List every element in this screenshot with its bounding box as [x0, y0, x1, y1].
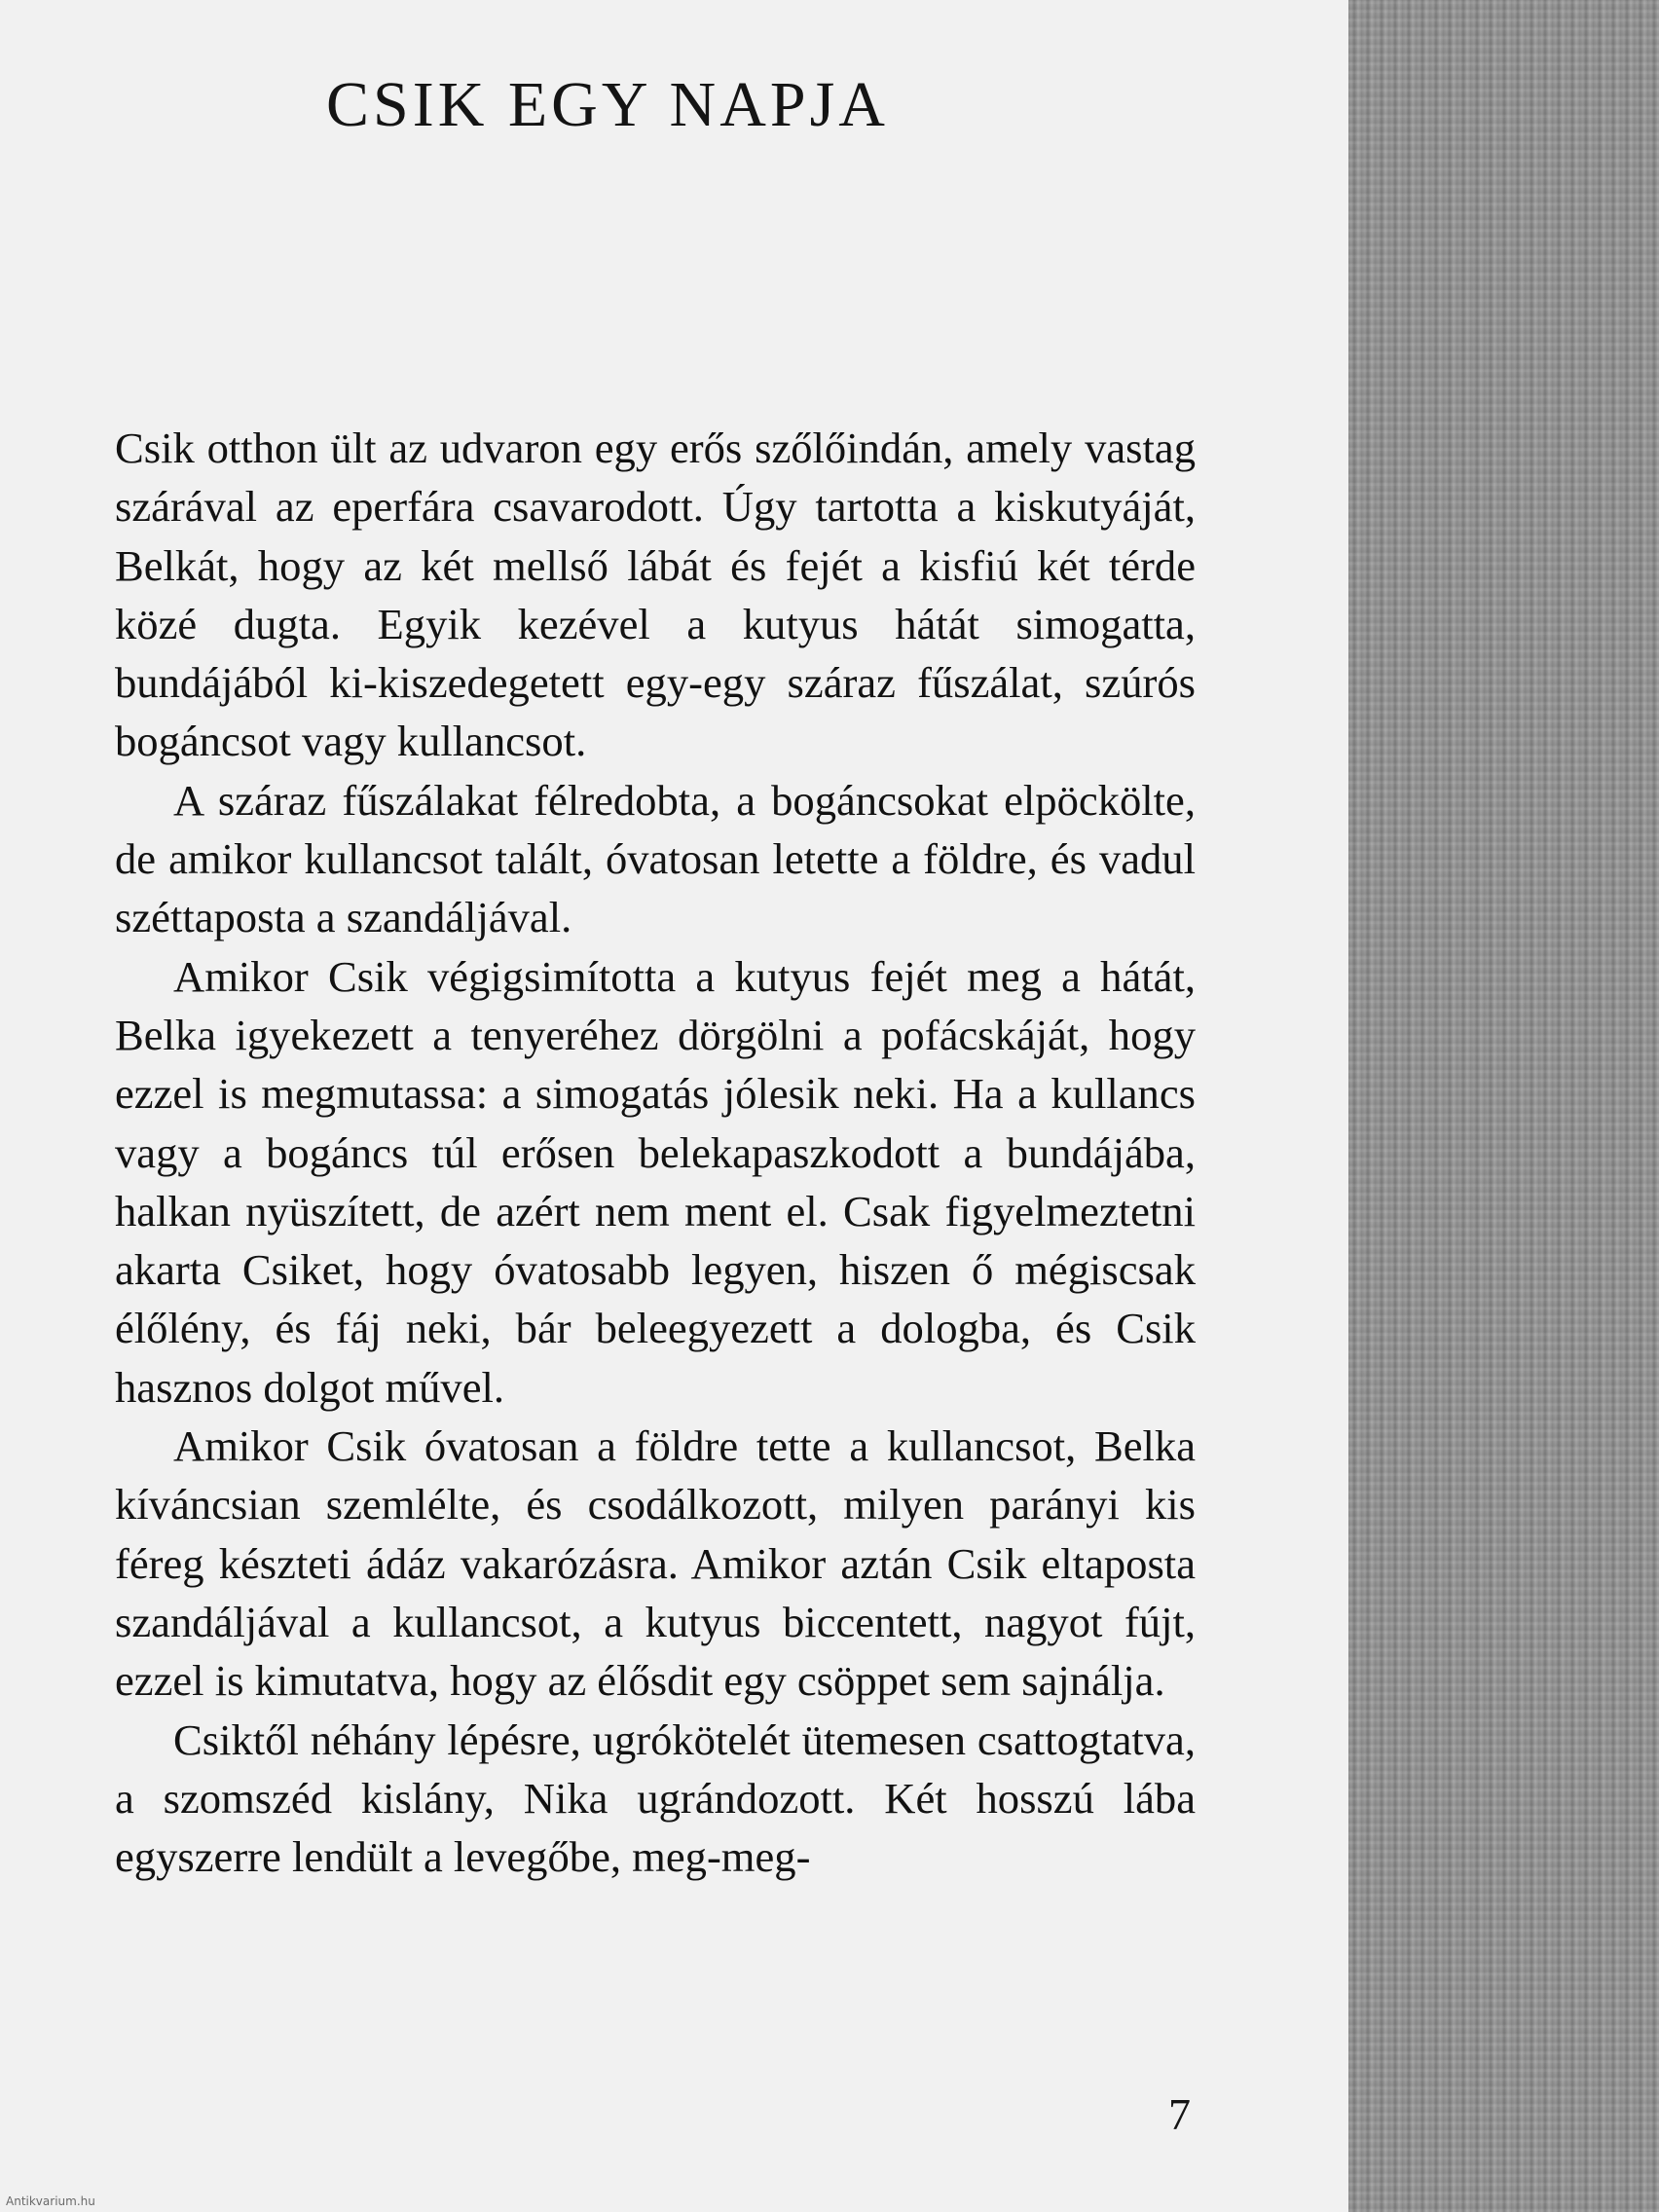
paragraph-1: Csik otthon ült az udvaron egy erős szőlőindán, amely vastag szárával az eperfára csavarodott. Úgy tartotta a kiskutyáját, Belkát, hogy az két mellső lábát és fejét a kisfiú két térde közé dugta. Egyik kezével a kutyus hátát simogatta, bundájából ki-kiszedegetett egy-egy száraz fűszálat, szúrós bogáncsot vagy kullancsot. — [115, 424, 1196, 766]
chapter-title: CSIK EGY NAPJA — [326, 69, 889, 140]
body-text — [115, 419, 1196, 1886]
paragraph-2: A száraz fűszálakat félredobta, a bogáncsokat elpöckölte, de amikor kullancsot talált, óvatosan letette a földre, és vadul széttaposta a szandáljával. — [115, 775, 1196, 942]
page-number: 7 — [1168, 2089, 1191, 2139]
paragraph-4: Amikor Csik óvatosan a földre tette a kullancsot, Belka kíváncsian szemlélte, és csodálkozott, milyen parányi kis féreg készteti ádáz vakarózásra. Amikor aztán Csik eltaposta szandáljával a kullancsot, a kutyus biccentett, nagyot fújt, ezzel is kimutatva, hogy az élősdit egy csöppet sem sajnálja. — [115, 1421, 1196, 1706]
background-surface — [1348, 0, 1659, 2212]
paragraph-5: Csiktől néhány lépésre, ugrókötelét ütemesen csattogtatva, a szomszéd kislány, Nika ugrándozott. Két hosszú lába egyszerre lendült a levegőbe, meg-meg- — [115, 1714, 1196, 1882]
paragraph-3: Amikor Csik végigsimította a kutyus fejét meg a hátát, Belka igyekezett a tenyeréhez dörgölni a pofácskáját, hogy ezzel is megmutassa: a simogatás jólesik neki. Ha a kullancs vagy a bogáncs túl erősen belekapaszkodott a bundájába, halkan nyüszített, de azért nem ment el. Csak figyelmeztetni akarta Csiket, hogy óvatosabb legyen, hiszen ő mégiscsak élőlény, és fáj neki, bár beleegyezett a dologba, és Csik hasznos dolgot művel. — [115, 951, 1196, 1412]
watermark: Antikvarium.hu — [6, 2194, 95, 2208]
